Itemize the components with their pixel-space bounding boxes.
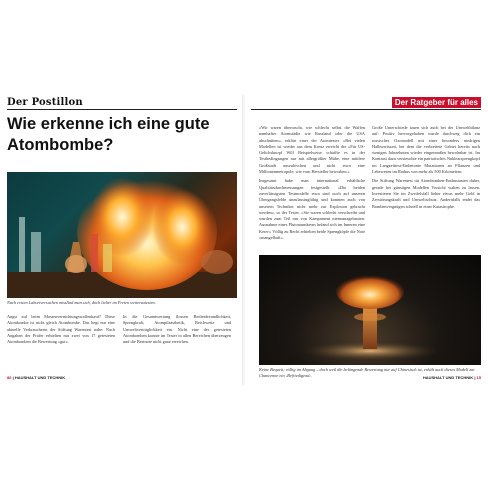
ratgeber-badge: Der Ratgeber für alles	[392, 97, 481, 108]
right-footer-label: HAUSHALT UND TECHNIK	[422, 375, 474, 380]
left-page-number: 86	[7, 375, 12, 380]
mushroom-cloud-graphic	[259, 255, 481, 365]
left-footer: 86 | HAUSHALT UND TECHNIK	[7, 375, 66, 380]
book-spread	[0, 95, 488, 385]
lab-photo-caption: Nach ersten Labortversuchen misslind man sich, doch lieber im Freien weiterzutesten.	[7, 300, 156, 305]
mushroom-cloud-photo	[259, 255, 481, 365]
right-col1-paragraph-2: Insgesamt habe man international erhältliche Qualitätsdurchmessungen festgestellt. »Die beiden zuverlässigsten Testmodelle etwa sind noch auf unseren Übergangsfelde unzulassingfähig und konnten auch von unserem Techniker nicht mehr zur Explosion gebracht werden«, so der Tester. »Sie waren schlecht verschreibt und wurden zum Teil nur von Kampament niemanragebauten. Ausnahme eines Plutoniumkerns befand sich im Inneren eine Kern-« Völlig zu Recht erhielten beide Sprengköpfe die Note »mangelhaft«.	[259, 178, 365, 241]
left-footer-label: HAUSHALT UND TECHNIK	[14, 375, 66, 380]
right-page	[245, 95, 488, 385]
lab-scene-graphic	[7, 172, 237, 298]
right-footer: HAUSHALT UND TECHNIK | 15	[422, 375, 481, 380]
postillon-logo: Der Postillon	[7, 97, 83, 108]
bomb-photo-caption: Keine Bequeti; völlig im Abgang – doch weil die belängende Bewertung nur auf Chinesisch ist, erhält auch dieses Modell zur Chancenne ein ›Befriedigend‹.	[259, 367, 475, 378]
right-col2-paragraph-1: Große Unterschiede tauen sich auch bei der Umweltbilanz auf: Positiv hervorgehoben wurde durchweg dich ein russisches Oxomodell mit einer besonders niedrigen Halbwertszeit, bei dem die verbreitete Gebiet bereits nach wenigen Jahrzehnten wieder eingermaßen bewohnbar ist. Im Kontrast dazu versteuchte ein patriotisches Nuklearsprengkopf im Langzeittest-Einbetonte Mutationen an Pflanzen und Lebewesen im Radius von mehr als 500 Kilometern.	[372, 125, 480, 175]
header-rule-right	[251, 109, 481, 110]
article-headline: Wie erkenne ich eine gute Atombombe?	[7, 115, 210, 154]
right-column-2	[372, 125, 480, 213]
lab-explosion-photo	[7, 172, 237, 298]
left-column-2: In die Gesamtwertung flossen Bedienfreundlichkeit, Sprengkraft, Atompilzästhetik, Reichweite und Umweltverträglichkeit ein. Nicht eine der getesteten Atombomben konnte im Tester in allen Bereichen überzeugen und die Bestnote nicht ganz erreichen.	[123, 314, 231, 345]
left-page	[0, 95, 243, 385]
right-col2-paragraph-2: Die Stiftung Warentest rät Atombomben-Enthusiasten daher, gerade bei günstigen Modellen Vorsicht walten zu lassen. Investieren Sie im Zweifelsfall lieber etwas mehr Geld in Zerstörungskraft und Umweltschutz. Andernfalls endet das Bombenvergnügen schnell in einer Katastrophe.	[372, 178, 480, 209]
right-col1-paragraph-1: »Wir waren überrascht, wie schlecht selbst die Waffen namhafter Atomstädte wie Russland oder die USA abschnitten«, erklärt einer der Atomtester. »Bei vielen Modellen ist wieder aus dem Kreuz erreicht die »Für US-Gelichsknopf Will Beispielweise schaffte es in der Testbedingungen nur mit allergrößter Mühe, eine mittlere Großstadt auszulöschen und nicht etwa eine Millionenmetropole, wie vom Hersteller beworben.«	[259, 125, 365, 175]
left-column-1: Angst auf beim Massenvernichtungswaffenkauf? Diese Atombombe ist nicht gleich Atombombe. Das liegt nur eine aktuelle Verbraucherin der Stiftung Warentest nahe: Nach Angaben der Prüfer erhielten nur zwei von 17 getesteten Atombomben die Bewertung »gut«.	[7, 314, 115, 345]
right-column-1	[259, 125, 365, 244]
right-page-number: 15	[476, 375, 481, 380]
header-rule	[7, 109, 237, 110]
